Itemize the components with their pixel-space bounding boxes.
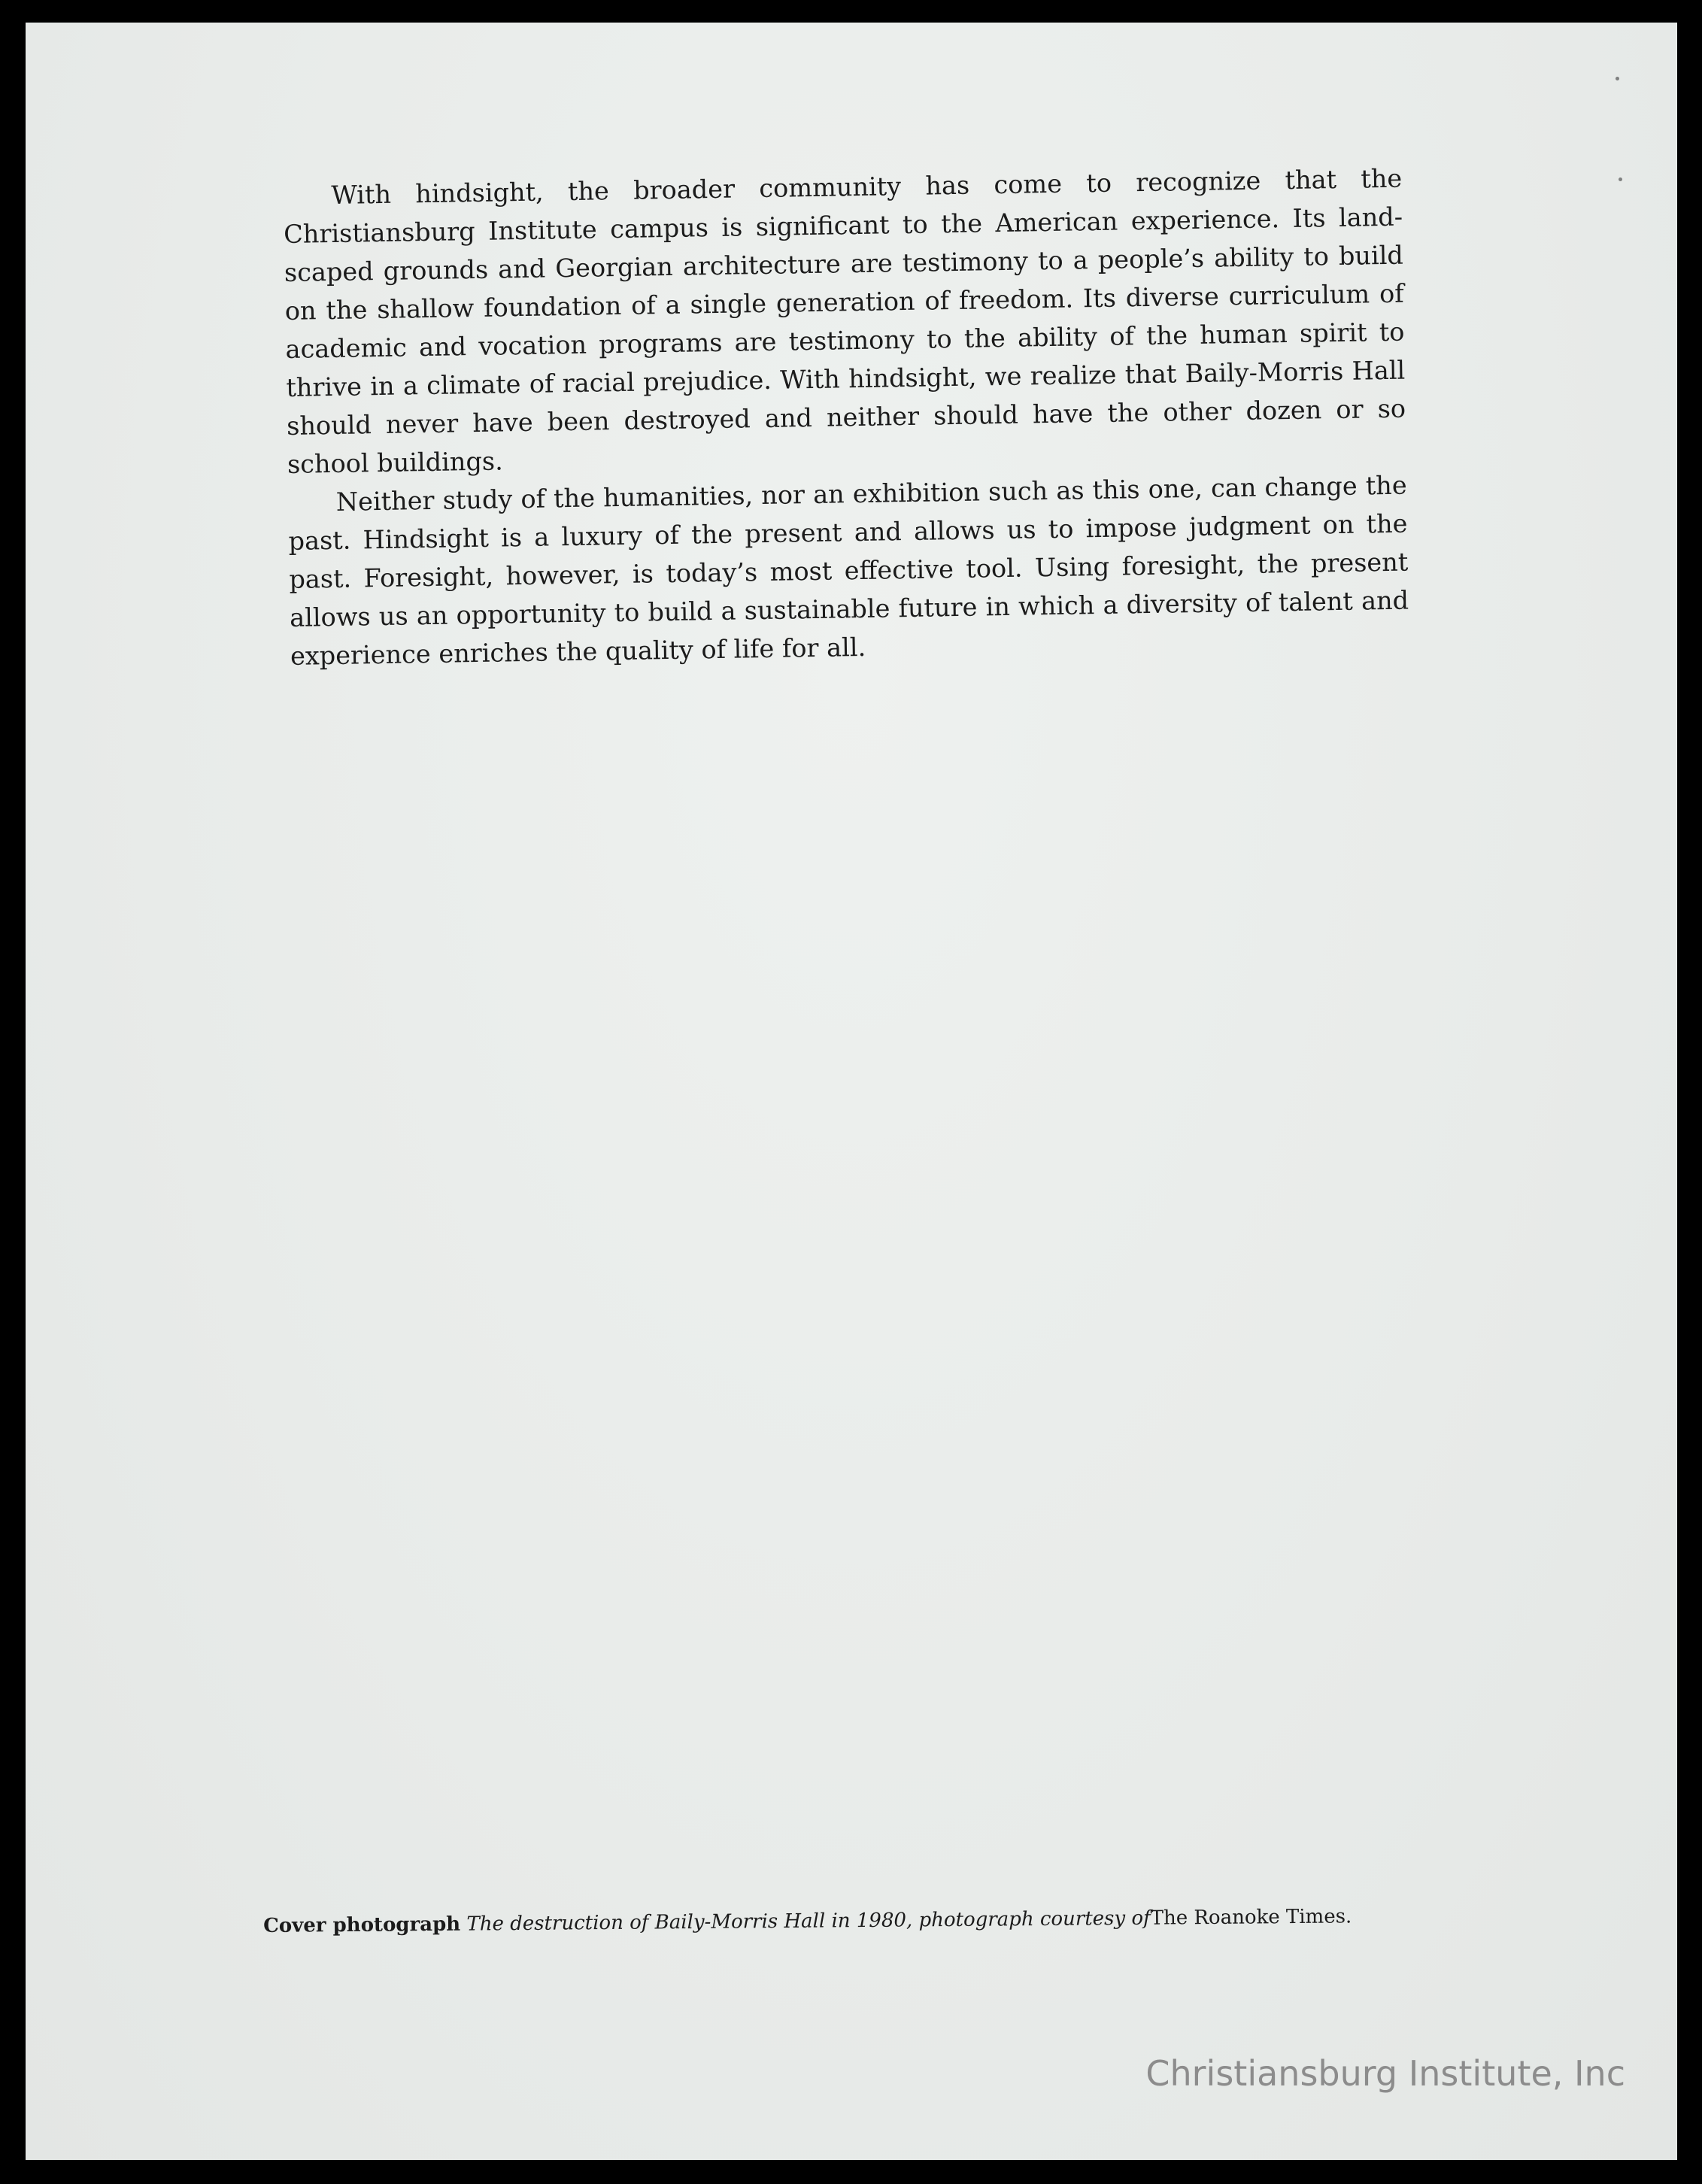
- caption-lead: Cover photograph: [263, 1913, 461, 1937]
- document-page: [26, 23, 1677, 2160]
- caption-source: The Roanoke Times.: [1150, 1905, 1352, 1930]
- paper-speck: [1616, 77, 1619, 80]
- caption-description: The destruction of Baily-Morris Hall in 1980, photograph courtesy of: [466, 1906, 1151, 1936]
- watermark: Christiansburg Institute, Inc: [1145, 2053, 1625, 2094]
- paragraph-1: With hindsight, the broader community has come to recognize that the Christiansburg Institute campus is significant to the American experience. Its land-scaped grounds and Georgian architecture are testimony to a people’s ability to build on the shallow foundation of a single generation of freedom. Its diverse curriculum of academic and vocation programs are testimony to the ability of the human spirit to thrive in a climate of racial prejudice. With hindsight, we realize that Baily-Morris Hall should never have been destroyed and neither should have the other dozen or so school buildings.: [283, 163, 1406, 479]
- paper-speck: [1619, 177, 1622, 181]
- body-text: [283, 159, 1409, 675]
- paragraph-2: Neither study of the humanities, nor an exhibition such as this one, can change the past. Hindsight is a luxury of the present and allows us to impose judgment on the past. Foresight, however, is today’s most effective tool. Using foresight, the present allows us an opportunity to build a sustainable future in which a diversity of talent and experience enriches the quality of life for all.: [288, 470, 1409, 671]
